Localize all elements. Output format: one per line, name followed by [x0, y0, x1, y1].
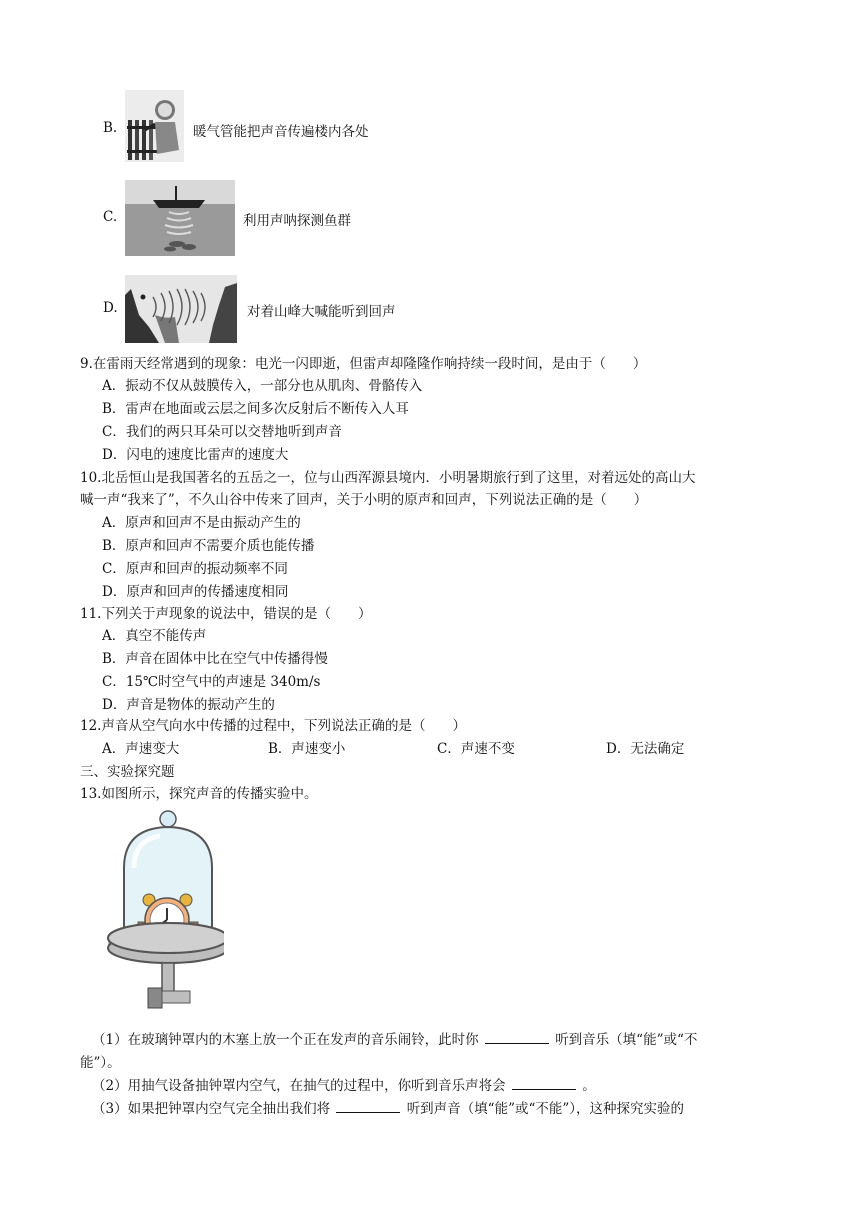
q10-stem-line2: 喊一声“我来了”，不久山谷中传来了回声，关于小明的原声和回声，下列说法正确的是（ ） [80, 492, 648, 508]
q10-option-b: B．原声和回声不需要介质也能传播 [102, 538, 315, 554]
mountain-echo-image [125, 275, 237, 343]
q12-option-b: B．声速变小 [268, 741, 346, 757]
q13-part2-text-a: （2）用抽气设备抽钟罩内空气，在抽气的过程中，你听到音乐声将会 [92, 1078, 506, 1094]
q9-option-d: D．闪电的速度比雷声的速度大 [102, 447, 289, 463]
q9-option-c: C．我们的两只耳朵可以交替地听到声音 [102, 424, 342, 440]
q12-option-a: A．声速变大 [102, 741, 180, 757]
q9-stem: 9.在雷雨天经常遇到的现象：电光一闪即逝，但雷声却隆隆作响持续一段时间，是由于（ ） [80, 356, 647, 372]
bell-jar-figure [104, 808, 224, 1028]
q13-part2-line [92, 1076, 596, 1096]
q11-stem: 11.下列关于声现象的说法中，错误的是（ ） [80, 606, 372, 622]
option-text-b: 暖气管能把声音传遍楼内各处 [193, 124, 369, 140]
option-text-c: 利用声呐探测鱼群 [243, 213, 351, 229]
section-heading: 三、实验探究题 [80, 764, 175, 780]
q12-option-c: C．声速不变 [437, 741, 515, 757]
q11-option-b: B．声音在固体中比在空气中传播得慢 [102, 651, 328, 667]
option-letter-d: D. [103, 300, 118, 316]
q9-option-a: A．振动不仅从鼓膜传入，一部分也从肌肉、骨骼传入 [102, 378, 423, 394]
q10-option-a: A．原声和回声不是由振动产生的 [102, 515, 301, 531]
q11-option-a: A．真空不能传声 [102, 628, 207, 644]
q13-part3-text-a: （3）如果把钟罩内空气完全抽出我们将 [92, 1101, 331, 1117]
q10-option-c: C．原声和回声的振动频率不同 [102, 561, 288, 577]
q10-option-d: D．原声和回声的传播速度相同 [102, 584, 289, 600]
q12-stem: 12.声音从空气向水中传播的过程中，下列说法正确的是（ ） [80, 718, 466, 734]
q13-part1-text-a: （1）在玻璃钟罩内的木塞上放一个正在发声的音乐闹铃，此时你 [92, 1032, 479, 1048]
q13-blank-3[interactable] [336, 1100, 400, 1113]
q9-option-b: B．雷声在地面或云层之间多次反射后不断传入人耳 [102, 401, 409, 417]
q11-option-d: D．声音是物体的振动产生的 [102, 697, 275, 713]
q12-option-d: D．无法确定 [606, 741, 685, 757]
q13-stem: 13.如图所示，探究声音的传播实验中。 [80, 786, 318, 802]
q13-part1-text-b: 听到音乐（填“能”或“不 [555, 1032, 698, 1048]
q13-blank-2[interactable] [512, 1077, 576, 1090]
option-letter-b: B. [103, 120, 118, 136]
q13-part2-text-b: 。 [582, 1078, 596, 1094]
radiator-pipe-image [125, 90, 184, 162]
sonar-boat-image [125, 180, 235, 256]
q11-option-c: C．15℃时空气中的声速是 340m/s [102, 674, 321, 690]
q13-part1-line2: 能”）。 [80, 1055, 121, 1071]
q13-part3-line [92, 1099, 684, 1119]
q13-part1-line1 [92, 1030, 697, 1050]
option-text-d: 对着山峰大喊能听到回声 [247, 304, 396, 320]
q13-blank-1[interactable] [485, 1031, 549, 1044]
q13-part3-text-b: 听到声音（填“能”或“不能”），这种探究实验的 [406, 1101, 685, 1117]
q10-stem-line1: 10.北岳恒山是我国著名的五岳之一，位与山西浑源县境内．小明暑期旅行到了这里，对着远处的高山大 [80, 470, 696, 486]
option-letter-c: C. [103, 209, 118, 225]
